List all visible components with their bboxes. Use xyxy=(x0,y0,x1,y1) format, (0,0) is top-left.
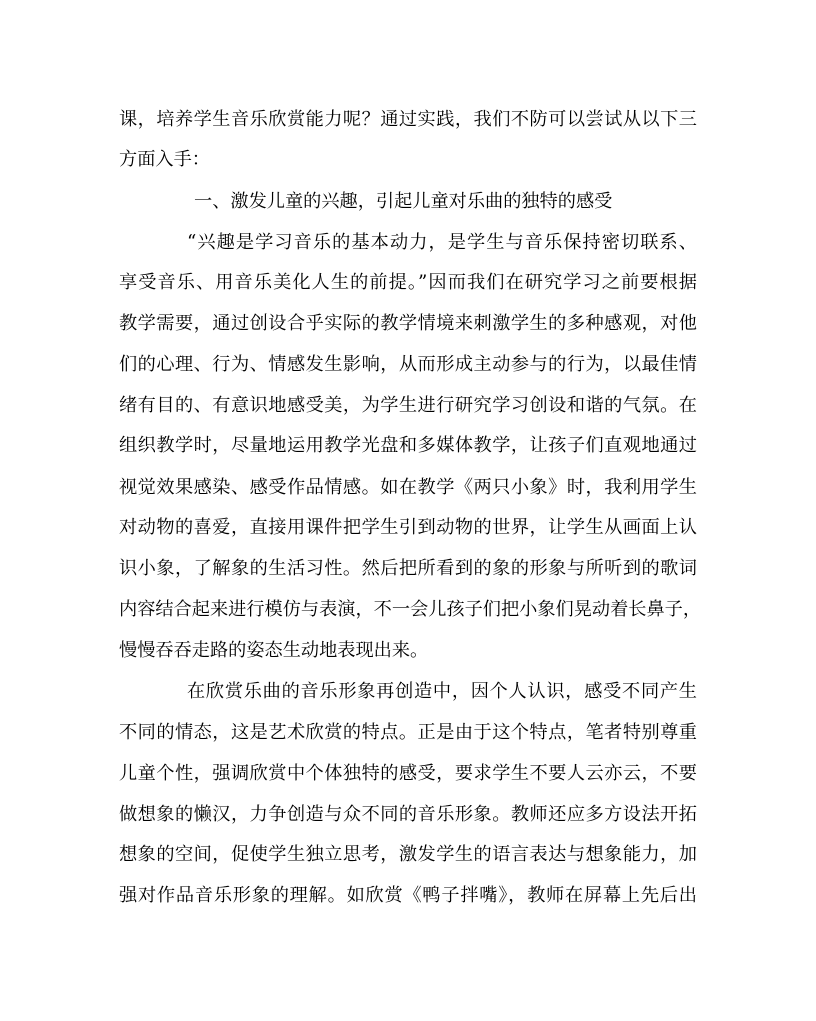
paragraph-line: 绪有目的、有意识地感受美，为学生进行研究学习创设和谐的气氛。在 xyxy=(119,395,697,416)
paragraph-line: 儿童个性，强调欣赏中个体独特的感受，要求学生不要人云亦云，不要 xyxy=(119,763,697,784)
section-heading: 一、激发儿童的兴趣，引起儿童对乐曲的独特的感受 xyxy=(194,191,613,212)
paragraph-line: 视觉效果感染、感受作品情感。如在教学《两只小象》时，我利用学生 xyxy=(119,477,697,498)
paragraph-line: 不同的情态，这是艺术欣赏的特点。正是由于这个特点，笔者特别尊重 xyxy=(119,722,697,743)
paragraph-line: 们的心理、行为、情感发生影响，从而形成主动参与的行为，以最佳情 xyxy=(119,354,697,375)
paragraph-line: 想象的空间，促使学生独立思考，激发学生的语言表达与想象能力，加 xyxy=(119,844,697,865)
paragraph-line: 强对作品音乐形象的理解。如欣赏《鸭子拌嘴》，教师在屏幕上先后出 xyxy=(119,885,697,906)
paragraph-line: 识小象，了解象的生活习性。然后把所看到的象的形象与所听到的歌词 xyxy=(119,558,697,579)
paragraph-line: 做想象的懒汉，力争创造与众不同的音乐形象。教师还应多方设法开拓 xyxy=(119,804,697,825)
paragraph-line: 对动物的喜爱，直接用课件把学生引到动物的世界，让学生从画面上认 xyxy=(119,517,697,538)
paragraph-line: 慢慢吞吞走路的姿态生动地表现出来。 xyxy=(119,640,429,661)
paragraph-line: 教学需要，通过创设合乎实际的教学情境来刺激学生的多种感观，对他 xyxy=(119,313,697,334)
paragraph-line: 组织教学时，尽量地运用教学光盘和多媒体教学，让孩子们直观地通过 xyxy=(119,435,697,456)
paragraph-line: 方面入手： xyxy=(119,149,210,170)
paragraph-line: 内容结合起来进行模仿与表演，不一会儿孩子们把小象们晃动着长鼻子， xyxy=(119,599,702,620)
paragraph-line: 在欣赏乐曲的音乐形象再创造中，因个人认识，感受不同产生 xyxy=(187,681,697,702)
paragraph-line: “兴趣是学习音乐的基本动力，是学生与音乐保持密切联系、 xyxy=(187,232,697,253)
paragraph-line: 享受音乐、用音乐美化人生的前提。”因而我们在研究学习之前要根据 xyxy=(119,272,697,293)
paragraph-line: 课，培养学生音乐欣赏能力呢？通过实践，我们不防可以尝试从以下三 xyxy=(119,109,697,130)
